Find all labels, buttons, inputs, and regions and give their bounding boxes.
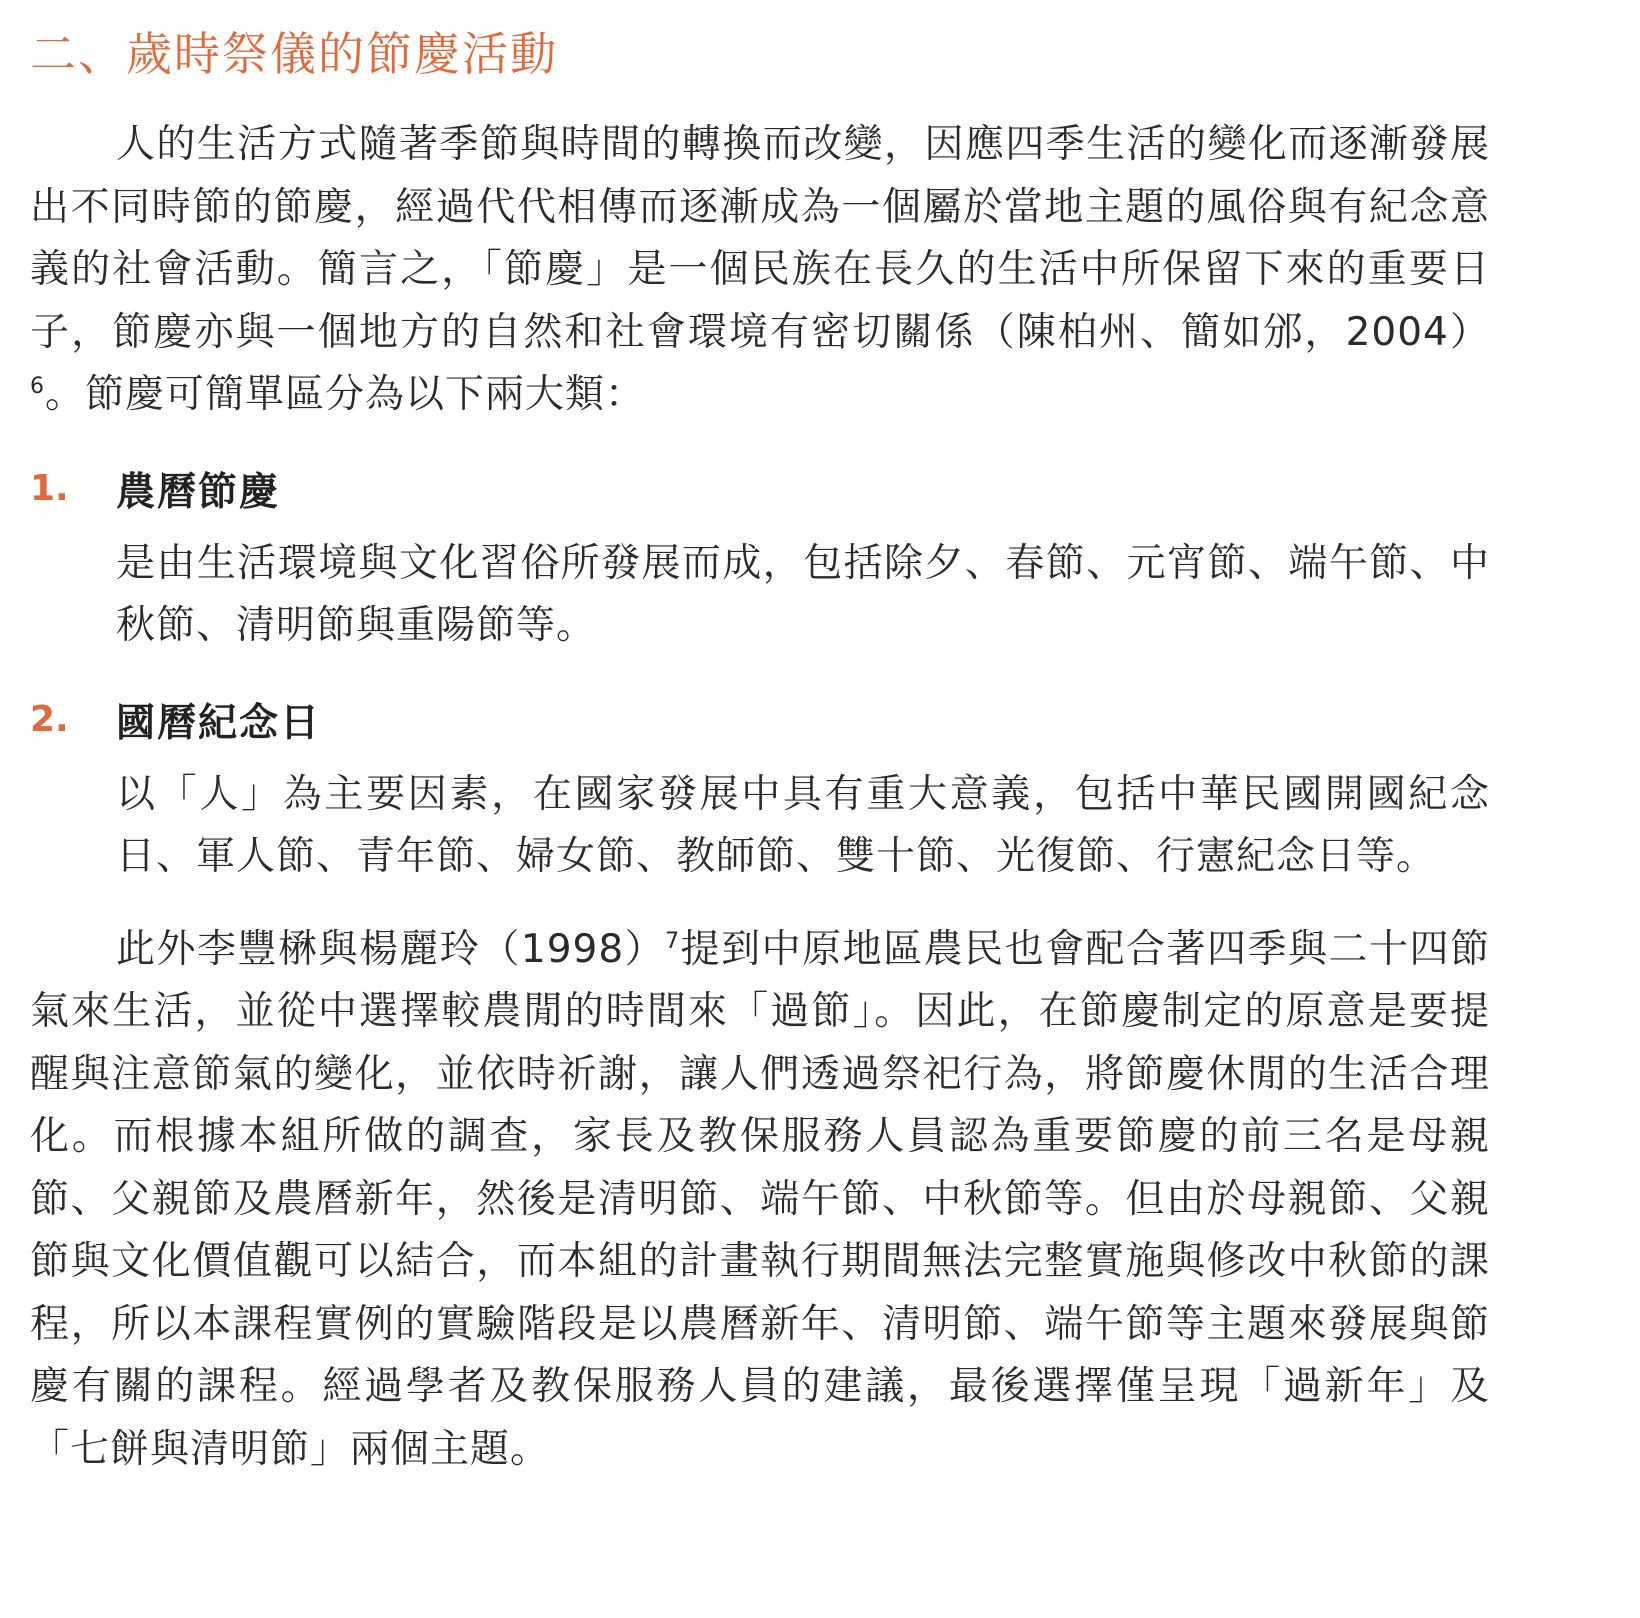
footnote-ref-6[interactable]: 6 <box>30 374 45 399</box>
list-item <box>30 688 1490 889</box>
document-page <box>30 22 1490 1481</box>
section-heading: 二、歲時祭儀的節慶活動 <box>30 27 558 81</box>
list-item-body <box>116 533 1490 658</box>
closing-text-end: 提到中原地區農民也會配合著四季與二十四節氣來生活，並從中選擇較農閒的時間來「過節」。因此，在節慶制定的原意是要提醒與注意節氣的變化，並依時祈謝，讓人們透過祭祀行為，將節慶休閒的生活合理化。而根據本組所做的調查，家長及教保服務人員認為重要節慶的前三名是母親節、父親節及農曆新年，然後是清明節、端午節、中秋節等。但由於母親節、父親節與文化價值觀可以結合，而本組的計畫執行期間無法完整實施與修改中秋節的課程，所以本課程實例的實驗階段是以農曆新年、清明節、端午節等主題來發展與節慶有關的課程。經過學者及教保服務人員的建議，最後選擇僅呈現「過新年」及「七餅與清明節」兩個主題。 <box>30 926 1490 1472</box>
list-item-number: 2. <box>30 699 69 740</box>
list-item-header <box>30 688 1490 752</box>
list-item-text: 以「人」為主要因素，在國家發展中具有重大意義，包括中華民國開國紀念日、軍人節、青年節、婦女節、教師節、雙十節、光復節、行憲紀念日等。 <box>116 771 1490 879</box>
list-item <box>30 457 1490 658</box>
closing-text: 此外李豐楙與楊麗玲（1998） <box>116 926 666 972</box>
intro-paragraph <box>30 114 1490 427</box>
list-item-header <box>30 457 1490 521</box>
intro-text: 人的生活方式隨著季節與時間的轉換而改變，因應四季生活的變化而逐漸發展出不同時節的節慶，經過代代相傳而逐漸成為一個屬於當地主題的風俗與有紀念意義的社會活動。簡言之，「節慶」是一個民族在長久的生活中所保留下來的重要日子，節慶亦與一個地方的自然和社會環境有密切關係（陳柏州、簡如邠，2004） <box>30 122 1490 355</box>
closing-paragraph <box>30 919 1490 1482</box>
list-item-body <box>116 764 1490 889</box>
list-item-text: 是由生活環境與文化習俗所發展而成，包括除夕、春節、元宵節、端午節、中秋節、清明節與重陽節等。 <box>116 540 1490 648</box>
list-item-title: 國曆紀念日 <box>116 700 322 746</box>
list-item-title: 農曆節慶 <box>116 469 281 515</box>
list-item-number: 1. <box>30 468 69 509</box>
footnote-ref-7[interactable]: 7 <box>665 928 681 954</box>
intro-text-end: 。節慶可簡單區分為以下兩大類： <box>45 372 646 417</box>
spacer <box>30 889 1490 919</box>
